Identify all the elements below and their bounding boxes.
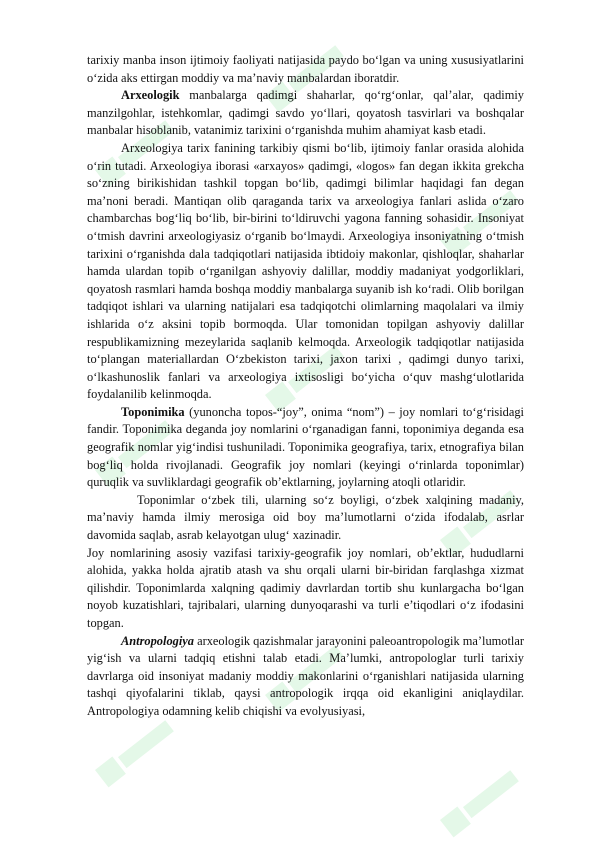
paragraph-intro: tarixiy manba inson ijtimoiy faoliyati natijasida paydo bo‘lgan va uning xususiyatlarini o‘zida aks ettirgan moddiy va ma’naviy manbalardan iboratdir. [87, 53, 524, 85]
paragraph-arxeologiya: Arxeologiya tarix fanining tarkibiy qismi bo‘lib, ijtimoiy fanlar orasida alohida o‘rin tutadi. Arxeologiya iborasi «arxayos» qadimgi, «logos» fan degan ikkita grekcha so‘zning birikishidan tashkil topgan bo‘lib, qadimgi bilimlar haqidagi fan degan ma’noni beradi. Mantiqan olib qaraganda tarix va arxeologiya fanlari aslida o‘zaro chambarchas bog‘liq bo‘lib, bir-birini to‘ldiruvchi yagona fanning sohasidir. Insoniyat o‘tmish davrini arxeologiyasiz o‘rganib bo‘lmaydi. Arxeologiya insoniyatning o‘tmish tarixini o‘rganishda dala tadqiqotlari natijasida ibtidoiy makonlar, qishloqlar, shaharlar hamda ulardan topib o‘rganilgan ashyoviy dalillar, moddiy madaniyat yodgorliklari, qoyatosh rasmlari hamda boshqa moddiy manbalarga suyanib ish ko‘radi. Olib borilgan tadqiqot ishlari va ularning natijalari esa tadqiqotchi olimlarning maqolalari va ilmiy ishlarida o‘z aksini topib bormoqda. Ular tomonidan topilgan ashyoviy dalillar respublikamizning mezeylarida saqlanib kelmoqda. Arxeologik tadqiqotlar natijasida to‘plangan materiallardan O‘zbekiston tarixi, jaxon tarixi , qadimgi dunyo tarixi, o‘lkashunoslik fanlari va arxeologiya ixtisosligi bo‘yicha o‘quv mashg‘ulotlarida foydalanilib kelinmoqda. [87, 140, 524, 402]
watermark-mark [440, 767, 521, 837]
term-arxeologik: Arxeologik [121, 88, 180, 103]
paragraph-text: manbalarga qadimgi shaharlar, qo‘rg‘onlar, qal’alar, qadimiy manzilgohlar, istehkomlar, qadimgi savdo yo‘llari, qoyatosh tasvirlari va boshqalar manbalar hisoblanib, vatanimiz tarixini o‘rganishda muhim ahamiyat kasb etadi. [87, 88, 524, 138]
paragraph-arxeologik [87, 87, 524, 140]
paragraph-antropologiya [87, 633, 524, 721]
paragraph-toponimika [87, 404, 524, 492]
term-antropologiya: Antropologiya [121, 633, 194, 648]
paragraph-text: arxeologik qazishmalar jarayonini paleoantropologik ma’lumotlar yig‘ish va ularni tadqiq etishni talab etadi. Ma’lumki, antropologlar turli tarixiy davrlarga oid insoniyat madaniy moddiy makonlarini o‘rganishlari natijasida ularning tashqi qiyofalarini tiklab, qaysi antropologik irqqa oid ekanligini aniqlaydilar. Antropologiya odamning kelib chiqishi va evolyusiyasi, [87, 633, 524, 718]
term-toponimika: Toponimika [121, 404, 185, 419]
document-page [87, 52, 524, 721]
paragraph-toponimlar: Toponimlar o‘zbek tili, ularning so‘z boyligi, o‘zbek xalqining madaniy, ma’naviy hamda ilmiy merosiga oid boy ma’lumotlarni o‘zida ifodalab, asrlar davomida saqlab, asrab kelayotgan ulug‘ xazinadir. [87, 492, 524, 543]
watermark-mark [95, 717, 176, 787]
paragraph-text: (yunoncha topos-“joy”, onima “nom”) – joy nomlari to‘g‘risidagi fandir. Toponimika deganda joy nomlarini o‘rganadigan fanni, toponimiya deganda esa geografik nomlar yig‘indisi tushuniladi. Toponimika geografiya, tarix, etnografiya bilan bog‘liq holda rivojlanadi. Geografik joy nomlari (keyingi o‘rinlarda toponimlar) quruqlik va suvliklardagi geografik ob’ektlarning, joylarning atoqli otlaridir. [87, 404, 524, 490]
paragraph-joy-nomlari: Joy nomlarining asosiy vazifasi tarixiy-geografik joy nomlari, ob’ektlar, hududlarni alohida, yakka holda ajratib atash va shu orqali ularni bir-biridan farqlashga xizmat qilishdir. Toponimlarda xalqning qadimiy davrlardan tortib shu kunlargacha bo‘lgan noyob kuzatishlari, tajribalari, ularning dunyoqarashi va turli e’tiqodlari o‘z ifodasini topgan. [87, 545, 524, 630]
